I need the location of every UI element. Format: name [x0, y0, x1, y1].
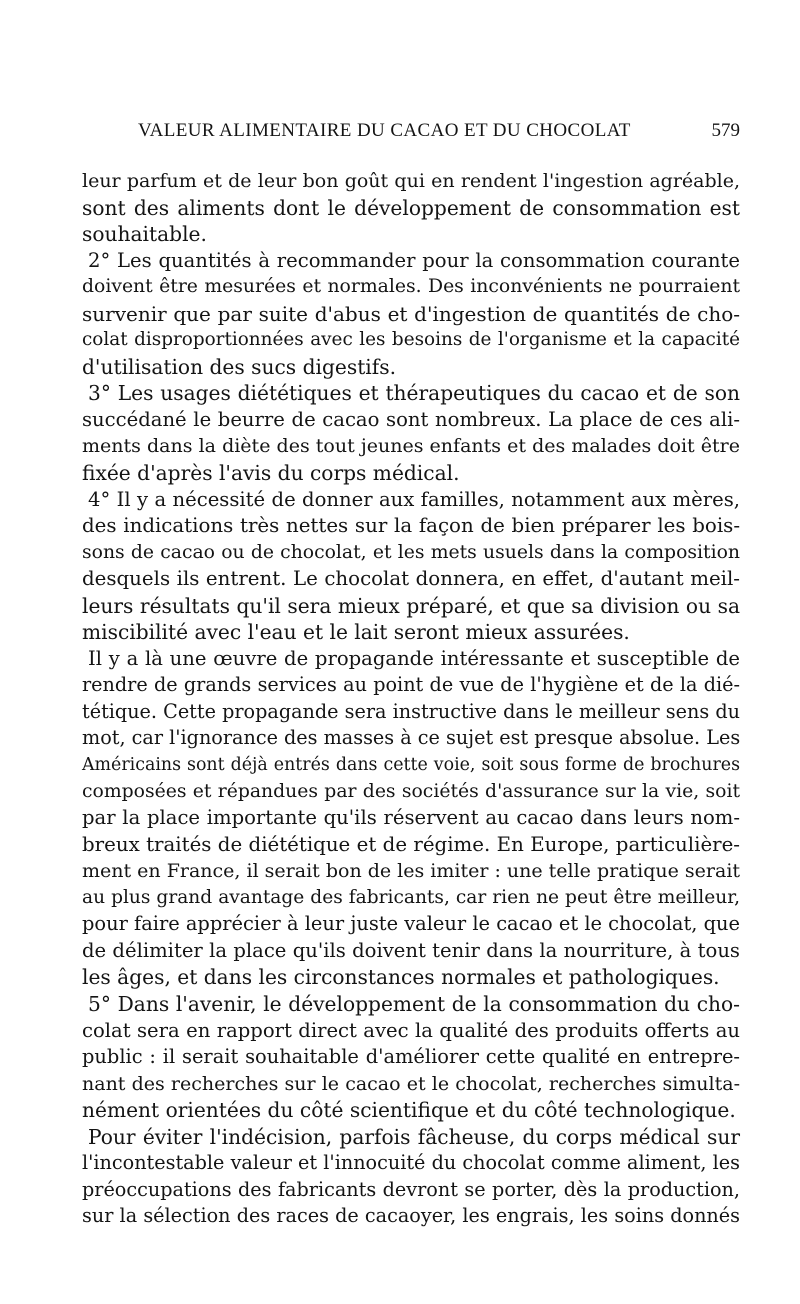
text-line: composées et répandues par des sociétés d'assurance sur la vie, soit — [82, 780, 740, 802]
running-head — [100, 118, 740, 148]
text-line: mot, car l'ignorance des masses à ce sujet est presque absolue. Les — [82, 726, 741, 750]
page-number: 579 — [711, 120, 740, 141]
text-line: 5° Dans l'avenir, le développement de la consommation du cho- — [88, 991, 740, 1016]
text-line: ment en France, il serait bon de les imiter : une telle pratique serait — [82, 860, 741, 883]
text-line: succédané le beurre de cacao sont nombreux. La place de ces ali- — [82, 407, 740, 431]
text-line: Américains sont déjà entrés dans cette voie, soit sous forme de brochures — [82, 755, 740, 776]
text-line: souhaitable. — [82, 222, 207, 247]
body-text — [82, 168, 740, 1230]
text-line: nant des recherches sur le cacao et le chocolat, recherches simulta- — [82, 1072, 740, 1095]
text-line: public : il serait souhaitable d'améliorer cette qualité en entrepre- — [82, 1045, 740, 1069]
text-line: colat sera en rapport direct avec la qualité des produits offerts au — [82, 1018, 740, 1042]
text-line: par la place importante qu'ils réservent au cacao dans leurs nom- — [82, 806, 740, 830]
text-line: nément orientées du côté scientifique et du côté technologique. — [82, 1098, 736, 1123]
text-line: survenir que par suite d'abus et d'ingestion de quantités de cho- — [82, 301, 740, 326]
text-line: Pour éviter l'indécision, parfois fâcheuse, du corps médical sur — [88, 1124, 740, 1149]
text-line: des indications très nettes sur la façon de bien préparer les bois- — [82, 514, 740, 538]
text-line: sont des aliments dont le développement de consommation est — [82, 195, 740, 220]
text-line: leurs résultats qu'il sera mieux préparé, et que sa division ou sa — [82, 593, 740, 618]
text-line: ments dans la diète des tout jeunes enfants et des malades doit être — [82, 435, 740, 458]
text-line: préoccupations des fabricants devront se porter, dès la production, — [82, 1177, 740, 1201]
text-line: au plus grand avantage des fabricants, car rien ne peut être meilleur, — [82, 886, 740, 908]
text-line: leur parfum et de leur bon goût qui en rendent l'ingestion agréable, — [82, 170, 740, 192]
text-line: 2° Les quantités à recommander pour la consommation courante — [88, 248, 740, 272]
text-line: l'incontestable valeur et l'innocuité du chocolat comme aliment, les — [82, 1151, 740, 1175]
text-line: colat disproportionnées avec les besoins de l'organisme et la capacité — [82, 329, 740, 351]
text-line: miscibilité avec l'eau et le lait seront mieux assurées. — [82, 620, 630, 645]
text-line: les âges, et dans les circonstances normales et pathologiques. — [82, 965, 720, 990]
text-line: sons de cacao ou de chocolat, et les mets usuels dans la composition — [82, 541, 740, 563]
text-line: doivent être mesurées et normales. Des inconvénients ne pourraient — [82, 276, 740, 298]
text-line: sur la sélection des races de cacaoyer, les engrais, les soins donnés — [82, 1204, 740, 1228]
text-line: de délimiter la place qu'ils doivent tenir dans la nourriture, à tous — [82, 938, 740, 962]
text-line: pour faire apprécier à leur juste valeur le cacao et le chocolat, que — [82, 912, 740, 936]
text-line: d'utilisation des sucs digestifs. — [82, 354, 397, 379]
text-line: 4° Il y a nécessité de donner aux familles, notamment aux mères, — [88, 487, 740, 511]
running-title: VALEUR ALIMENTAIRE DU CACAO ET DU CHOCOLAT — [138, 120, 631, 141]
text-line: breux traités de diététique et de régime. En Europe, particulière- — [82, 832, 740, 856]
text-line: Il y a là une œuvre de propagande intéressante et susceptible de — [88, 646, 740, 670]
text-line: tétique. Cette propagande sera instructive dans le meilleur sens du — [82, 699, 740, 723]
text-line: fixée d'après l'avis du corps médical. — [82, 461, 460, 486]
text-line: rendre de grands services au point de vue de l'hygiène et de la dié- — [82, 673, 740, 697]
text-line: desquels ils entrent. Le chocolat donnera, en effet, d'autant meil- — [82, 567, 740, 591]
text-line: 3° Les usages diététiques et thérapeutiques du cacao et de son — [88, 381, 740, 406]
